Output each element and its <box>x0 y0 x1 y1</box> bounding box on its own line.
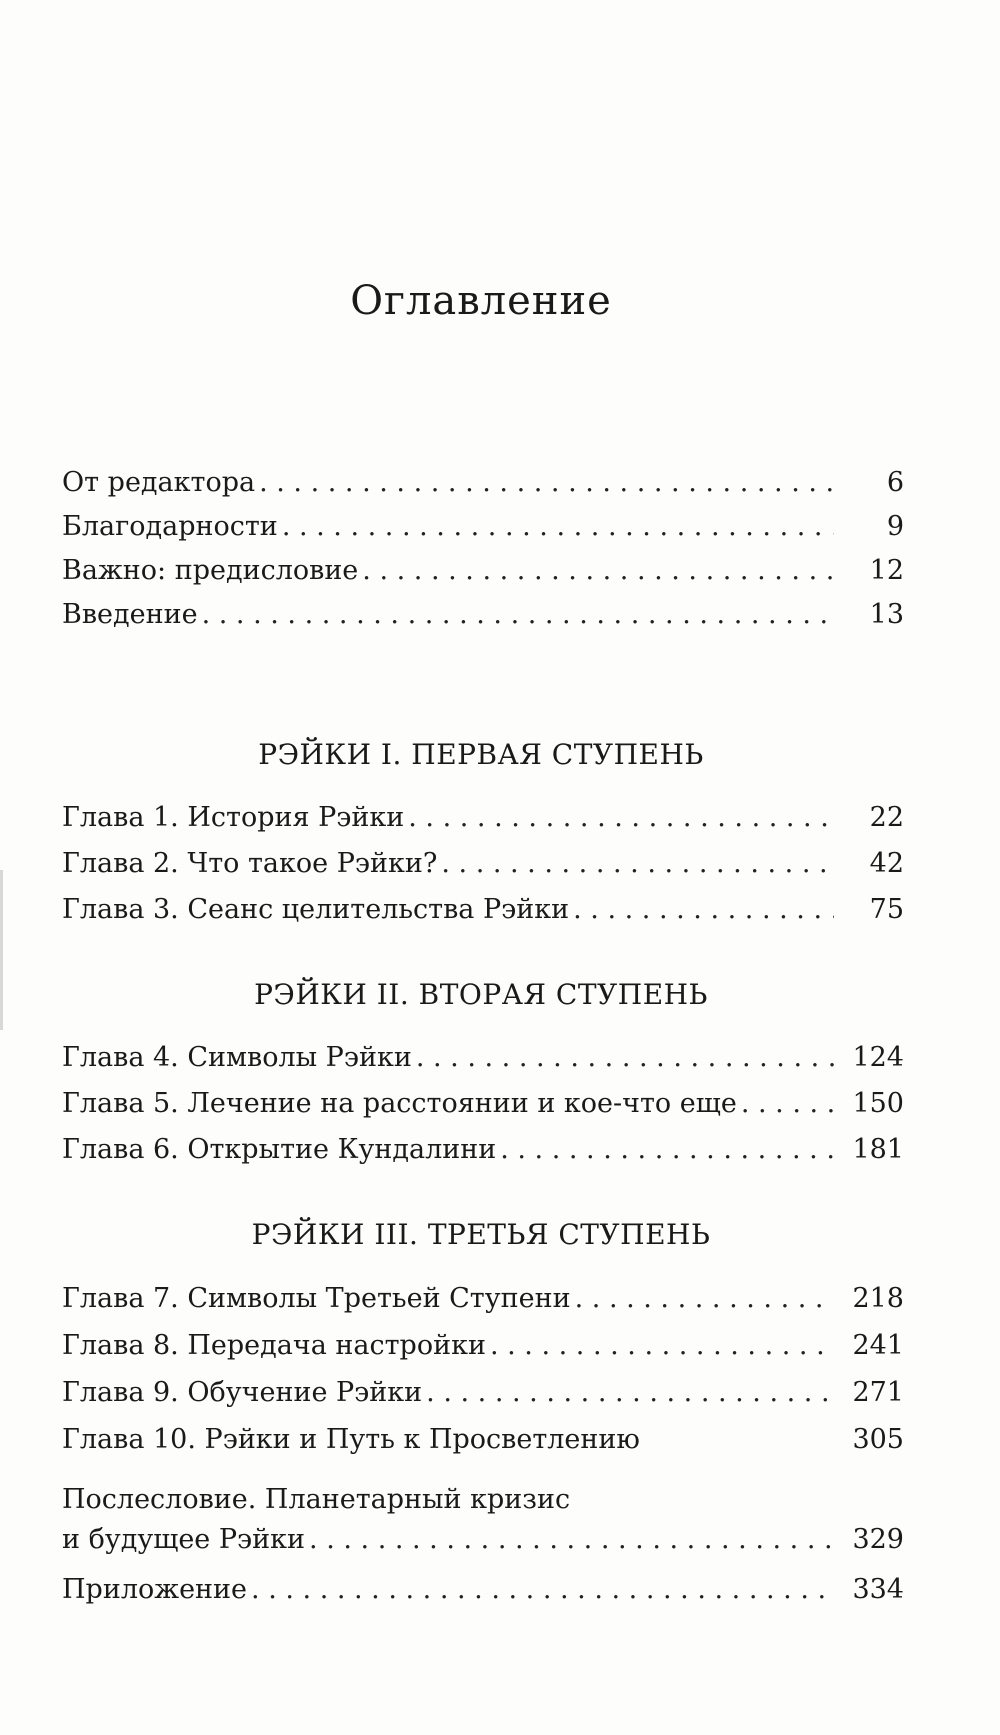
dot-leader <box>490 1328 834 1364</box>
dot-leader <box>575 1281 834 1317</box>
toc-entry-page: 241 <box>852 1330 904 1361</box>
toc-entry-label: Глава 7. Символы Третьей Ступени <box>62 1283 571 1314</box>
page-title: Оглавление <box>350 278 612 324</box>
toc-entry-label: Глава 6. Открытие Кундалини <box>62 1134 497 1165</box>
dot-leader <box>500 1132 834 1168</box>
section-2-list <box>62 1040 904 1168</box>
toc-entry-page: 22 <box>869 802 904 833</box>
dot-leader <box>573 892 834 928</box>
section-1-list <box>62 800 904 928</box>
toc-entry-page: 75 <box>869 894 904 925</box>
toc-entry-label: Послесловие. Планетарный кризис <box>62 1484 571 1515</box>
section-heading-3: РЭЙКИ III. ТРЕТЬЯ СТУПЕНЬ <box>251 1218 711 1251</box>
section-heading-2: РЭЙКИ II. ВТОРАЯ СТУПЕНЬ <box>254 978 708 1011</box>
toc-entry-afterword[interactable] <box>62 1482 904 1558</box>
toc-entry[interactable] <box>62 465 904 501</box>
toc-entry-page: 6 <box>886 467 904 498</box>
toc-entry-label: Глава 8. Передача настройки <box>62 1330 486 1361</box>
dot-leader <box>309 1522 834 1558</box>
front-matter-list <box>62 465 904 633</box>
toc-entry-page: 12 <box>869 555 904 586</box>
toc-entry[interactable] <box>62 1132 904 1168</box>
toc-entry[interactable] <box>62 1040 904 1076</box>
toc-entry[interactable] <box>62 892 904 928</box>
toc-entry-label: Введение <box>62 599 198 630</box>
toc-entry[interactable] <box>62 1281 904 1317</box>
toc-entry-page: 13 <box>869 599 904 630</box>
toc-entry-page: 305 <box>852 1424 904 1455</box>
section-heading-1: РЭЙКИ I. ПЕРВАЯ СТУПЕНЬ <box>258 738 704 771</box>
dot-leader <box>202 597 834 633</box>
back-matter-list <box>62 1482 904 1608</box>
toc-entry-page: 181 <box>852 1134 904 1165</box>
toc-entry-label: Приложение <box>62 1574 248 1605</box>
dot-leader <box>741 1086 834 1122</box>
toc-entry-afterword-line2 <box>62 1522 904 1558</box>
dot-leader <box>426 1375 834 1411</box>
toc-entry[interactable] <box>62 846 904 882</box>
toc-entry-page: 124 <box>852 1042 904 1073</box>
section-3-list <box>62 1281 904 1458</box>
dot-leader <box>259 465 834 501</box>
dot-leader <box>408 800 834 836</box>
toc-entry-label: От редактора <box>62 467 256 498</box>
toc-entry-label: Благодарности <box>62 511 278 542</box>
toc-entry-page: 271 <box>852 1377 904 1408</box>
toc-entry[interactable] <box>62 509 904 545</box>
toc-entry-label: Глава 5. Лечение на расстоянии и кое-что еще <box>62 1088 737 1119</box>
toc-entry-page: 9 <box>886 511 904 542</box>
toc-entry[interactable] <box>62 1422 904 1458</box>
toc-entry-label: Глава 2. Что такое Рэйки? <box>62 848 438 879</box>
toc-entry[interactable] <box>62 1086 904 1122</box>
toc-entry-label: Глава 4. Символы Рэйки <box>62 1042 412 1073</box>
dot-leader <box>362 553 834 589</box>
dot-leader <box>441 846 834 882</box>
dot-leader <box>416 1040 834 1076</box>
toc-entry-label: Глава 3. Сеанс целительства Рэйки <box>62 894 570 925</box>
toc-entry[interactable] <box>62 553 904 589</box>
toc-entry-label: Глава 1. История Рэйки <box>62 802 405 833</box>
dot-leader <box>251 1572 834 1608</box>
toc-entry[interactable] <box>62 1572 904 1608</box>
toc-entry-page: 329 <box>852 1524 904 1555</box>
toc-entry-label: Глава 9. Обучение Рэйки <box>62 1377 423 1408</box>
toc-entry-label: Глава 10. Рэйки и Путь к Просветлению <box>62 1424 640 1455</box>
toc-entry[interactable] <box>62 1328 904 1364</box>
dot-leader <box>282 509 834 545</box>
toc-entry[interactable] <box>62 597 904 633</box>
toc-entry-page: 334 <box>852 1574 904 1605</box>
toc-entry-page: 218 <box>852 1283 904 1314</box>
toc-entry[interactable] <box>62 800 904 836</box>
toc-entry-page: 150 <box>852 1088 904 1119</box>
toc-entry-page: 42 <box>869 848 904 879</box>
toc-entry-label: и будущее Рэйки <box>62 1524 306 1555</box>
toc-entry[interactable] <box>62 1375 904 1411</box>
toc-entry-label: Важно: предисловие <box>62 555 359 586</box>
